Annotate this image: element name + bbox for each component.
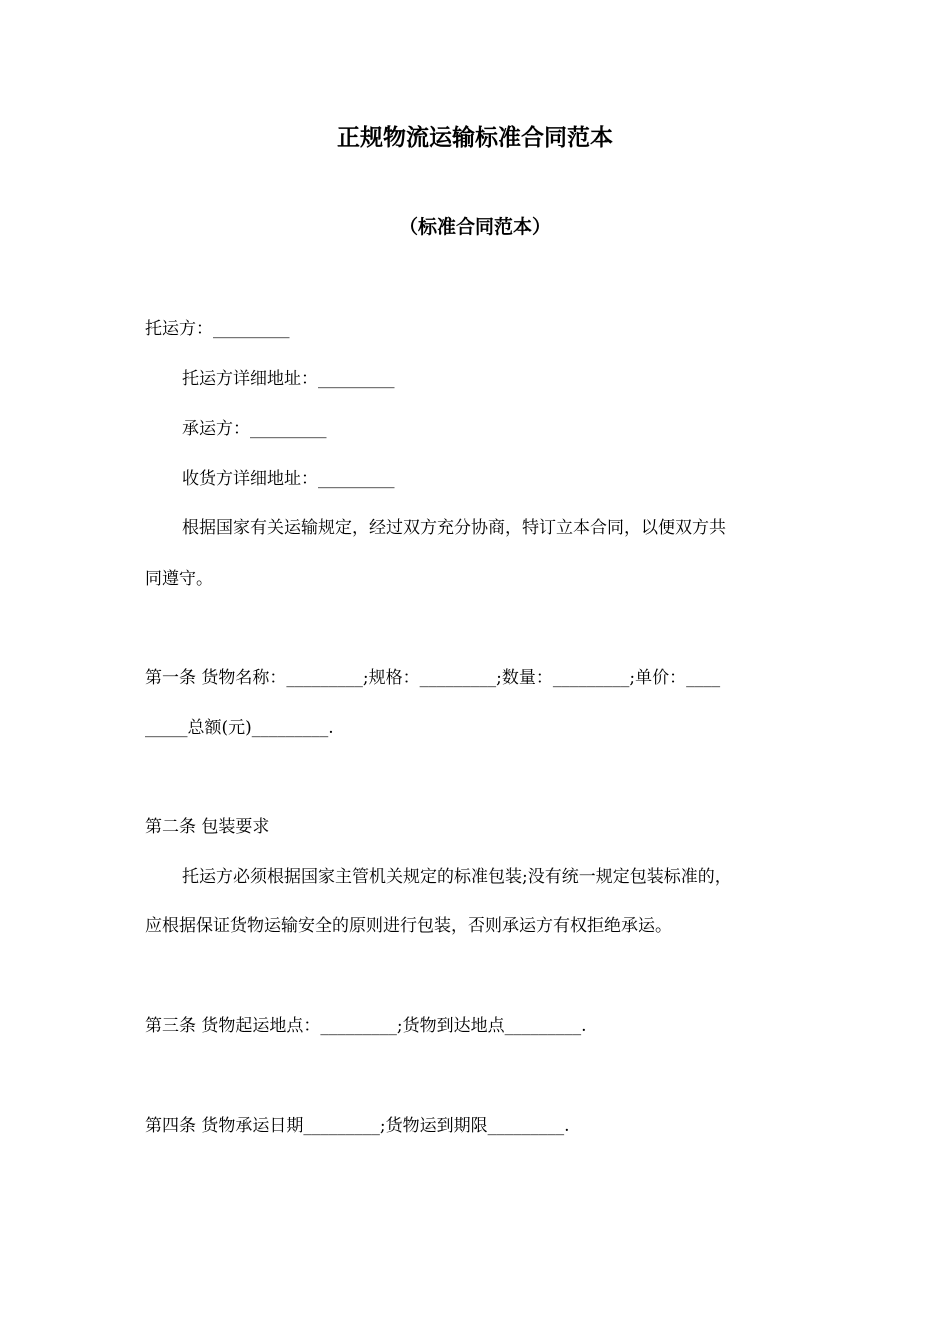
carrier-line: 承运方：_________ <box>182 419 327 439</box>
shipper-address-line: 托运方详细地址：_________ <box>182 369 395 389</box>
preamble-line-2: 同遵守。 <box>145 569 213 589</box>
consignee-address-line: 收货方详细地址：_________ <box>182 469 395 489</box>
document-subtitle: （标准合同范本） <box>398 216 551 238</box>
article-2-heading: 第二条 包装要求 <box>145 817 270 837</box>
preamble-line-1: 根据国家有关运输规定，经过双方充分协商，特订立本合同，以便双方共 <box>182 518 726 538</box>
document-title: 正规物流运输标准合同范本 <box>337 125 613 151</box>
article-4-line: 第四条 货物承运日期_________;货物运到期限_________. <box>145 1116 570 1136</box>
article-2-line-1: 托运方必须根据国家主管机关规定的标准包装;没有统一规定包装标准的， <box>182 867 732 887</box>
article-1-line-1: 第一条 货物名称：_________;规格：_________;数量：_________;单价：____ <box>145 668 721 688</box>
article-3-line: 第三条 货物起运地点：_________;货物到达地点_________. <box>145 1016 587 1036</box>
shipper-line: 托运方：_________ <box>145 319 290 339</box>
article-1-line-2: _____总额(元)_________. <box>145 718 334 738</box>
article-2-line-2: 应根据保证货物运输安全的原则进行包装，否则承运方有权拒绝承运。 <box>145 916 672 936</box>
